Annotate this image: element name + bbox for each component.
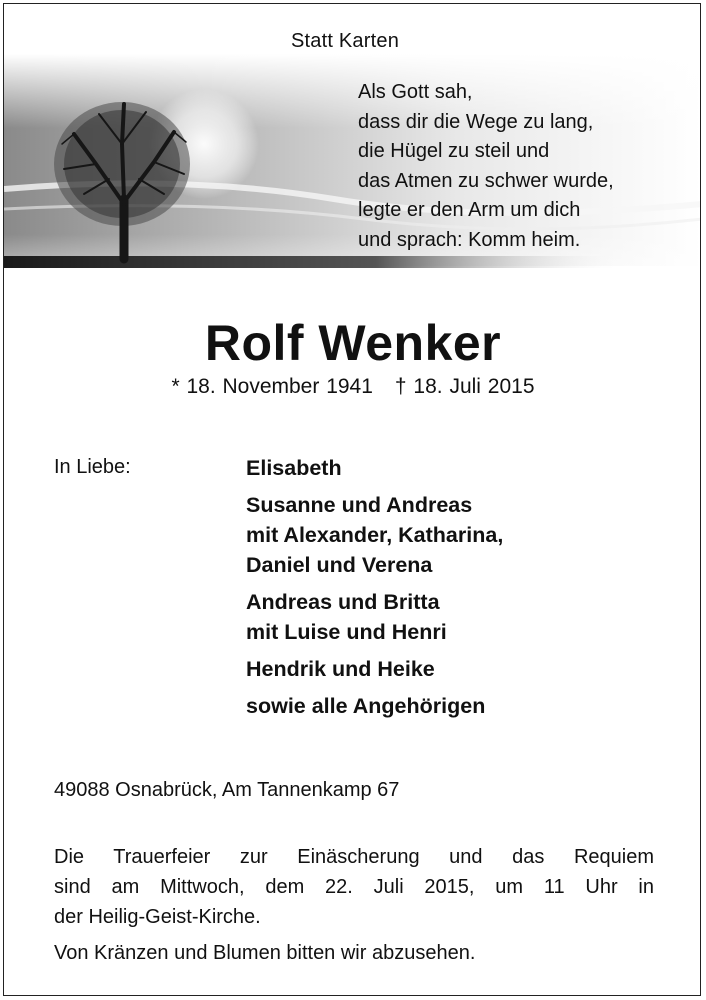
closing-note: Von Kränzen und Blumen bitten wir abzusehen. xyxy=(54,942,476,964)
service-line: der Heilig-Geist-Kirche. xyxy=(54,906,261,928)
poem-line: dass dir die Wege zu lang, xyxy=(358,110,594,133)
deceased-name: Rolf Wenker xyxy=(204,315,502,371)
mourner-group xyxy=(246,453,503,483)
poem-line: und sprach: Komm heim. xyxy=(358,228,581,251)
death-date: † 18. Juli 2015 xyxy=(394,375,535,398)
service-notice xyxy=(54,842,654,932)
statt-karten: Statt Karten xyxy=(291,30,400,52)
poem-line: die Hügel zu steil und xyxy=(358,140,550,162)
mourner-line: Susanne und Andreas xyxy=(246,493,473,517)
service-line: sind am Mittwoch, dem 22. Juli 2015, um 11 Uhr in xyxy=(54,876,654,898)
mourners-list xyxy=(246,453,503,728)
life-dates xyxy=(4,375,701,399)
mourner-line: mit Luise und Henri xyxy=(246,620,447,644)
mourner-group xyxy=(246,587,503,647)
mourner-line: sowie alle Angehörigen xyxy=(246,694,486,718)
mourner-line: mit Alexander, Katharina, xyxy=(246,523,504,547)
birth-date: * 18. November 1941 xyxy=(171,375,373,398)
obituary-card xyxy=(3,3,701,996)
mourner-group xyxy=(246,490,503,580)
in-liebe-label: In Liebe: xyxy=(54,456,131,478)
mourner-group xyxy=(246,654,503,684)
mourner-line: Hendrik und Heike xyxy=(246,657,435,681)
poem-line: legte er den Arm um dich xyxy=(358,199,581,221)
poem-line: Als Gott sah, xyxy=(358,81,473,103)
address: 49088 Osnabrück, Am Tannenkamp 67 xyxy=(54,779,400,801)
mourner-group xyxy=(246,691,503,721)
mourner-line: Andreas und Britta xyxy=(246,590,440,614)
mourner-line: Elisabeth xyxy=(246,456,342,480)
poem-line: das Atmen zu schwer wurde, xyxy=(358,169,614,192)
header-section xyxy=(4,4,701,274)
service-line: Die Trauerfeier zur Einäscherung und das Requiem xyxy=(54,846,654,868)
mourner-line: Daniel und Verena xyxy=(246,553,433,577)
poem xyxy=(358,78,614,255)
